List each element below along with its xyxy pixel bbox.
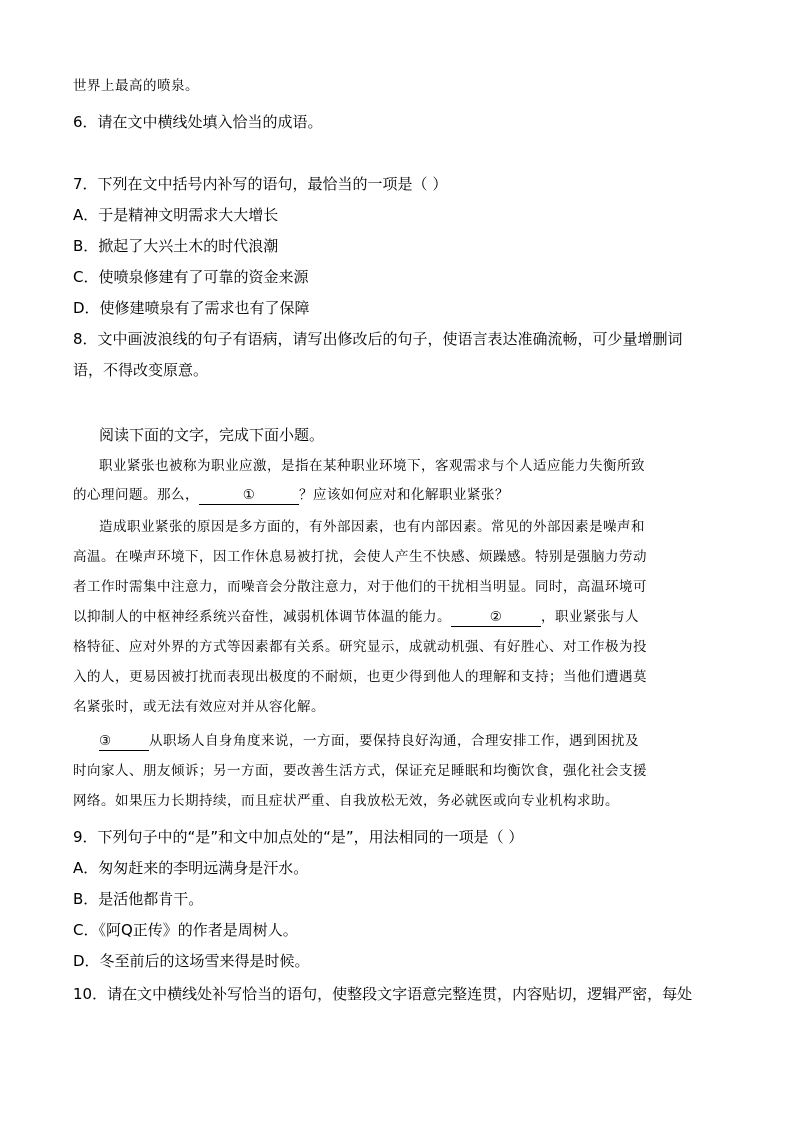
passage-line: 名紧张时，或无法有效应对并从容化解。	[73, 699, 325, 715]
question-9-option-d: D．冬至前后的这场雪来得是时候。	[73, 952, 310, 970]
passage-text: 以抑制人的中枢神经系统兴奋性，减弱机体调节体温的能力。	[73, 609, 451, 625]
question-7-option-d: D．使修建喷泉有了需求也有了保障	[73, 299, 310, 317]
question-6: 6．请在文中横线处填入恰当的成语。	[73, 113, 323, 131]
question-9-option-c: C．《阿Q正传》的作者是周树人。	[73, 921, 298, 939]
passage-line: 网络。如果压力长期持续，而且症状严重、自我放松无效，务必就医或向专业机构求助。	[73, 793, 619, 809]
blank-2: ②	[451, 608, 541, 627]
passage-line: 造成职业紧张的原因是多方面的，有外部因素，也有内部因素。常见的外部因素是噪声和	[99, 519, 645, 535]
question-7: 7．下列在文中括号内补写的语句，最恰当的一项是（ ）	[73, 175, 448, 193]
blank-1: ①	[199, 486, 299, 505]
passage-line: 入的人，更易因被打扰而表现出极度的不耐烦，也更少得到他人的理解和支持；当他们遭遇莫	[73, 669, 647, 685]
passage-line: 高温。在噪声环境下，因工作休息易被打扰，会使人产生不快感、烦躁感。特别是强脑力劳动	[73, 549, 647, 565]
question-10: 10．请在文中横线处补写恰当的语句，使整段文字语意完整连贯，内容贴切，逻辑严密，每处	[73, 985, 693, 1003]
reading-instruction: 阅读下面的文字，完成下面小题。	[99, 426, 325, 444]
passage-text: ？应该如何应对和化解职业紧张？	[299, 487, 509, 503]
question-7-option-a: A．于是精神文明需求大大增长	[73, 206, 279, 224]
question-8-cont: 语，不得改变原意。	[73, 361, 209, 379]
question-9-option-b: B．是活他都肯干。	[73, 890, 204, 908]
passage-line: 职业紧张也被称为职业应激，是指在某种职业环境下，客观需求与个人适应能力失衡所致	[99, 458, 645, 474]
question-9-option-a: A．匆匆赶来的李明远满身是汗水。	[73, 859, 309, 877]
passage-line: 格特征、应对外界的方式等因素都有关系。研究显示，成就动机强、有好胜心、对工作极为投	[73, 639, 647, 655]
passage-fragment: 世界上最高的喷泉。	[73, 78, 199, 94]
blank-3: ③	[99, 732, 149, 751]
passage-line	[73, 605, 733, 629]
passage-line	[73, 483, 733, 507]
passage-text: 从职场人自身角度来说，一方面，要保持良好沟通，合理安排工作，遇到困扰及	[149, 733, 639, 749]
passage-line	[99, 729, 733, 753]
question-7-option-b: B．掀起了大兴土木的时代浪潮	[73, 237, 279, 255]
passage-text: 的心理问题。那么，	[73, 487, 199, 503]
passage-line: 时向家人、朋友倾诉；另一方面，要改善生活方式，保证充足睡眠和均衡饮食，强化社会支援	[73, 763, 647, 779]
question-8: 8．文中画波浪线的句子有语病，请写出修改后的句子，使语言表达准确流畅，可少量增删词	[73, 330, 683, 348]
passage-text: ，职业紧张与人	[541, 609, 639, 625]
question-7-option-c: C．使喷泉修建有了可靠的资金来源	[73, 268, 309, 286]
question-9: 9．下列句子中的“是”和文中加点处的“是”，用法相同的一项是（ ）	[73, 828, 524, 846]
passage-line: 者工作时需集中注意力，而噪音会分散注意力，对于他们的干扰相当明显。同时，高温环境可	[73, 579, 647, 595]
